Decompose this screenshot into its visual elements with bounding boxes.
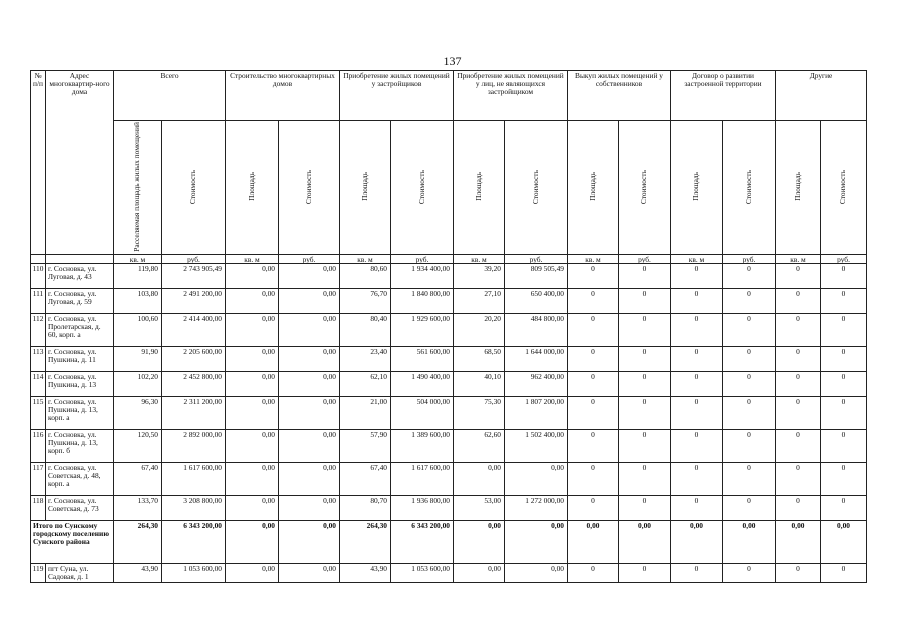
- row-value: 0: [776, 463, 821, 496]
- row-value: 962 400,00: [505, 372, 568, 397]
- row-value: 0: [776, 289, 821, 314]
- row-value: 57,90: [340, 430, 391, 463]
- row-value: 0: [671, 289, 723, 314]
- unit-rub: руб.: [723, 255, 776, 264]
- row-value: 2 311 200,00: [162, 397, 226, 430]
- row-address: г. Сосновка, ул. Советская, д. 73: [46, 496, 114, 521]
- row-value: 39,20: [454, 264, 505, 289]
- row-value: 0,00: [279, 463, 340, 496]
- row-value: 100,60: [114, 314, 162, 347]
- row-value: 0: [723, 397, 776, 430]
- row-value: 80,40: [340, 314, 391, 347]
- row-value: 0,00: [505, 463, 568, 496]
- row-value: 0: [821, 430, 867, 463]
- row-value: 0,00: [226, 463, 279, 496]
- page-number: 137: [443, 54, 462, 68]
- total-value: 264,30: [340, 521, 391, 564]
- total-value: 0,00: [821, 521, 867, 564]
- total-value: 0,00: [568, 521, 619, 564]
- unit-rub: руб.: [619, 255, 671, 264]
- header-area: Площадь: [454, 121, 505, 255]
- header-units-row: [31, 255, 867, 264]
- row-number: 116: [31, 430, 46, 463]
- row-value: 43,90: [114, 564, 162, 583]
- row-value: 76,70: [340, 289, 391, 314]
- table-row: [31, 496, 867, 521]
- header-construction: Строительство многоквартирных домов: [226, 71, 340, 121]
- table-body: [31, 264, 867, 583]
- total-value: 0,00: [723, 521, 776, 564]
- row-address: г. Сосновка, ул. Пролетарская, д. 60, корп. а: [46, 314, 114, 347]
- header-total: Всего: [114, 71, 226, 121]
- row-address: г. Сосновка, ул. Пушкина, д. 13, корп. а: [46, 397, 114, 430]
- row-value: 0,00: [279, 397, 340, 430]
- row-value: 484 800,00: [505, 314, 568, 347]
- row-value: 68,50: [454, 347, 505, 372]
- header-row-groups: [31, 71, 867, 121]
- header-cost: Стоимость: [279, 121, 340, 255]
- row-value: 2 892 000,00: [162, 430, 226, 463]
- row-value: 27,10: [454, 289, 505, 314]
- row-value: 0: [671, 564, 723, 583]
- unit-m: кв. м: [340, 255, 391, 264]
- unit-rub: руб.: [162, 255, 226, 264]
- row-value: 0,00: [454, 463, 505, 496]
- row-value: 0: [619, 397, 671, 430]
- row-value: 0,00: [279, 372, 340, 397]
- row-value: 0,00: [279, 564, 340, 583]
- row-value: 80,70: [340, 496, 391, 521]
- row-value: 0: [568, 564, 619, 583]
- unit-m: кв. м: [776, 255, 821, 264]
- row-value: 23,40: [340, 347, 391, 372]
- row-number: 114: [31, 372, 46, 397]
- row-value: 0: [619, 496, 671, 521]
- total-label: Итого по Сунскому городскому поселению Сунского района: [31, 521, 114, 564]
- row-value: 0,00: [226, 264, 279, 289]
- row-value: 1 807 200,00: [505, 397, 568, 430]
- table-row: [31, 314, 867, 347]
- row-value: 0: [723, 264, 776, 289]
- row-value: 0: [568, 289, 619, 314]
- row-value: 0,00: [226, 289, 279, 314]
- unit-rub: руб.: [821, 255, 867, 264]
- row-value: 43,90: [340, 564, 391, 583]
- row-value: 2 491 200,00: [162, 289, 226, 314]
- unit-m: кв. м: [114, 255, 162, 264]
- row-value: 0: [568, 463, 619, 496]
- unit-empty: [46, 255, 114, 264]
- row-value: 650 400,00: [505, 289, 568, 314]
- row-value: 119,80: [114, 264, 162, 289]
- total-value: 0,00: [226, 521, 279, 564]
- row-value: 0: [671, 496, 723, 521]
- row-value: 120,50: [114, 430, 162, 463]
- table-row: [31, 372, 867, 397]
- table-row: [31, 264, 867, 289]
- unit-m: кв. м: [671, 255, 723, 264]
- row-address: г. Сосновка, ул. Пушкина, д. 13, корп. б: [46, 430, 114, 463]
- total-value: 0,00: [454, 521, 505, 564]
- row-number: 112: [31, 314, 46, 347]
- row-value: 809 505,49: [505, 264, 568, 289]
- row-value: 0: [568, 314, 619, 347]
- row-value: 1 934 400,00: [391, 264, 454, 289]
- row-value: 0: [619, 264, 671, 289]
- row-value: 0: [821, 264, 867, 289]
- row-value: 67,40: [340, 463, 391, 496]
- row-value: 0: [821, 289, 867, 314]
- row-value: 1 053 600,00: [391, 564, 454, 583]
- row-value: 0: [776, 564, 821, 583]
- header-cost: Стоимость: [505, 121, 568, 255]
- row-value: 53,00: [454, 496, 505, 521]
- row-value: 0,00: [226, 347, 279, 372]
- row-value: 0: [776, 397, 821, 430]
- row-value: 0: [723, 564, 776, 583]
- row-address: пгт Суна, ул. Садовая, д. 1: [46, 564, 114, 583]
- row-value: 0: [568, 397, 619, 430]
- row-value: 0: [568, 496, 619, 521]
- row-value: 1 617 600,00: [162, 463, 226, 496]
- row-value: 0: [619, 347, 671, 372]
- total-value: 6 343 200,00: [162, 521, 226, 564]
- row-value: 0: [776, 347, 821, 372]
- row-value: 20,20: [454, 314, 505, 347]
- row-value: 0: [821, 564, 867, 583]
- row-value: 91,90: [114, 347, 162, 372]
- row-value: 1 617 600,00: [391, 463, 454, 496]
- row-value: 102,20: [114, 372, 162, 397]
- header-area: Площадь: [776, 121, 821, 255]
- row-value: 0: [671, 264, 723, 289]
- total-row: [31, 521, 867, 564]
- row-value: 1 936 800,00: [391, 496, 454, 521]
- header-area: Площадь: [226, 121, 279, 255]
- row-value: 0: [776, 314, 821, 347]
- row-value: 0: [723, 372, 776, 397]
- row-value: 0: [723, 347, 776, 372]
- row-value: 1 644 000,00: [505, 347, 568, 372]
- row-value: 0: [671, 463, 723, 496]
- row-number: 110: [31, 264, 46, 289]
- header-row-sub: [31, 121, 867, 255]
- row-address: г. Сосновка, ул. Советская, д. 48, корп. а: [46, 463, 114, 496]
- row-value: 1 053 600,00: [162, 564, 226, 583]
- row-value: 1 929 600,00: [391, 314, 454, 347]
- row-value: 62,10: [340, 372, 391, 397]
- table-row: [31, 430, 867, 463]
- row-value: 0,00: [454, 564, 505, 583]
- row-value: 40,10: [454, 372, 505, 397]
- row-value: 0: [821, 314, 867, 347]
- row-address: г. Сосновка, ул. Пушкина, д. 11: [46, 347, 114, 372]
- unit-empty: [31, 255, 46, 264]
- row-value: 0: [723, 289, 776, 314]
- row-value: 0: [619, 289, 671, 314]
- row-value: 0,00: [279, 347, 340, 372]
- row-value: 1 840 800,00: [391, 289, 454, 314]
- row-value: 0: [723, 430, 776, 463]
- row-value: 133,70: [114, 496, 162, 521]
- row-value: 0: [671, 314, 723, 347]
- row-value: 2 414 400,00: [162, 314, 226, 347]
- row-value: 2 743 905,49: [162, 264, 226, 289]
- row-value: 0: [568, 264, 619, 289]
- unit-rub: руб.: [279, 255, 340, 264]
- unit-rub: руб.: [505, 255, 568, 264]
- row-value: 0,00: [279, 314, 340, 347]
- row-value: 0,00: [226, 372, 279, 397]
- row-value: 0,00: [226, 564, 279, 583]
- row-value: 0: [568, 347, 619, 372]
- table-row: [31, 463, 867, 496]
- unit-rub: руб.: [391, 255, 454, 264]
- total-value: 0,00: [619, 521, 671, 564]
- row-value: 0: [776, 264, 821, 289]
- resettlement-table: [30, 70, 867, 583]
- total-value: 0,00: [671, 521, 723, 564]
- row-value: 0,00: [226, 430, 279, 463]
- row-value: 0: [619, 564, 671, 583]
- row-number: 113: [31, 347, 46, 372]
- table-row: [31, 347, 867, 372]
- row-value: 2 452 800,00: [162, 372, 226, 397]
- row-value: 0,00: [505, 564, 568, 583]
- row-value: 0: [776, 430, 821, 463]
- row-value: 0: [821, 496, 867, 521]
- total-value: 0,00: [776, 521, 821, 564]
- total-value: 6 343 200,00: [391, 521, 454, 564]
- unit-m: кв. м: [454, 255, 505, 264]
- row-value: 3 208 800,00: [162, 496, 226, 521]
- header-settled-area-label: Расселяемая площадь жилых помещений: [132, 122, 142, 252]
- header-cost: Стоимость: [619, 121, 671, 255]
- row-value: 21,00: [340, 397, 391, 430]
- header-num: № п/п: [31, 71, 46, 255]
- header-buyout: Выкуп жилых помещений у собственников: [568, 71, 671, 121]
- header-address: Адрес многоквартир-ного дома: [46, 71, 114, 255]
- row-value: 0: [619, 463, 671, 496]
- row-number: 118: [31, 496, 46, 521]
- row-value: 0: [671, 372, 723, 397]
- row-value: 0: [568, 430, 619, 463]
- row-value: 0,00: [226, 314, 279, 347]
- row-value: 0: [723, 463, 776, 496]
- row-value: 561 600,00: [391, 347, 454, 372]
- row-value: 0: [821, 397, 867, 430]
- header-purchase-developers: Приобретение жилых помещений у застройщиков: [340, 71, 454, 121]
- row-value: 0,00: [279, 264, 340, 289]
- row-value: 0: [671, 430, 723, 463]
- row-value: 0: [723, 496, 776, 521]
- unit-m: кв. м: [226, 255, 279, 264]
- header-cost: Стоимость: [162, 121, 226, 255]
- row-value: 75,30: [454, 397, 505, 430]
- row-value: 0: [821, 372, 867, 397]
- row-value: 0: [776, 496, 821, 521]
- header-other: Другие: [776, 71, 867, 121]
- row-value: 67,40: [114, 463, 162, 496]
- total-value: 0,00: [505, 521, 568, 564]
- table-row: [31, 289, 867, 314]
- row-value: 103,80: [114, 289, 162, 314]
- row-value: 1 389 600,00: [391, 430, 454, 463]
- header-area: Площадь: [568, 121, 619, 255]
- row-value: 1 502 400,00: [505, 430, 568, 463]
- unit-m: кв. м: [568, 255, 619, 264]
- row-value: 0,00: [226, 496, 279, 521]
- row-number: 119: [31, 564, 46, 583]
- row-value: 504 000,00: [391, 397, 454, 430]
- header-cost: Стоимость: [821, 121, 867, 255]
- row-value: 0,00: [279, 496, 340, 521]
- row-address: г. Сосновка, ул. Луговая, д. 43: [46, 264, 114, 289]
- row-value: 0: [671, 397, 723, 430]
- row-value: 0: [619, 314, 671, 347]
- header-cost: Стоимость: [723, 121, 776, 255]
- row-value: 0: [723, 314, 776, 347]
- table-row: [31, 397, 867, 430]
- row-value: 2 205 600,00: [162, 347, 226, 372]
- row-number: 117: [31, 463, 46, 496]
- header-settled-area: [114, 121, 162, 255]
- row-value: 0,00: [226, 397, 279, 430]
- row-value: 0: [821, 347, 867, 372]
- row-value: 0: [619, 430, 671, 463]
- header-area: Площадь: [340, 121, 391, 255]
- row-value: 0,00: [279, 430, 340, 463]
- row-number: 111: [31, 289, 46, 314]
- row-value: 62,60: [454, 430, 505, 463]
- row-value: 96,30: [114, 397, 162, 430]
- row-number: 115: [31, 397, 46, 430]
- total-value: 264,30: [114, 521, 162, 564]
- header-purchase-non-developers: Приобретение жилых помещений у лиц, не являющихся застройщиком: [454, 71, 568, 121]
- row-value: 0: [568, 372, 619, 397]
- total-value: 0,00: [279, 521, 340, 564]
- row-value: 0,00: [279, 289, 340, 314]
- row-value: 1 490 400,00: [391, 372, 454, 397]
- row-value: 80,60: [340, 264, 391, 289]
- header-cost: Стоимость: [391, 121, 454, 255]
- row-value: 0: [671, 347, 723, 372]
- row-value: 0: [619, 372, 671, 397]
- row-value: 0: [776, 372, 821, 397]
- header-area: Площадь: [671, 121, 723, 255]
- row-value: 1 272 000,00: [505, 496, 568, 521]
- header-development-contract: Договор о развитии застроенной территории: [671, 71, 776, 121]
- row-address: г. Сосновка, ул. Пушкина, д. 13: [46, 372, 114, 397]
- row-address: г. Сосновка, ул. Луговая, д. 59: [46, 289, 114, 314]
- row-value: 0: [821, 463, 867, 496]
- table-row: [31, 564, 867, 583]
